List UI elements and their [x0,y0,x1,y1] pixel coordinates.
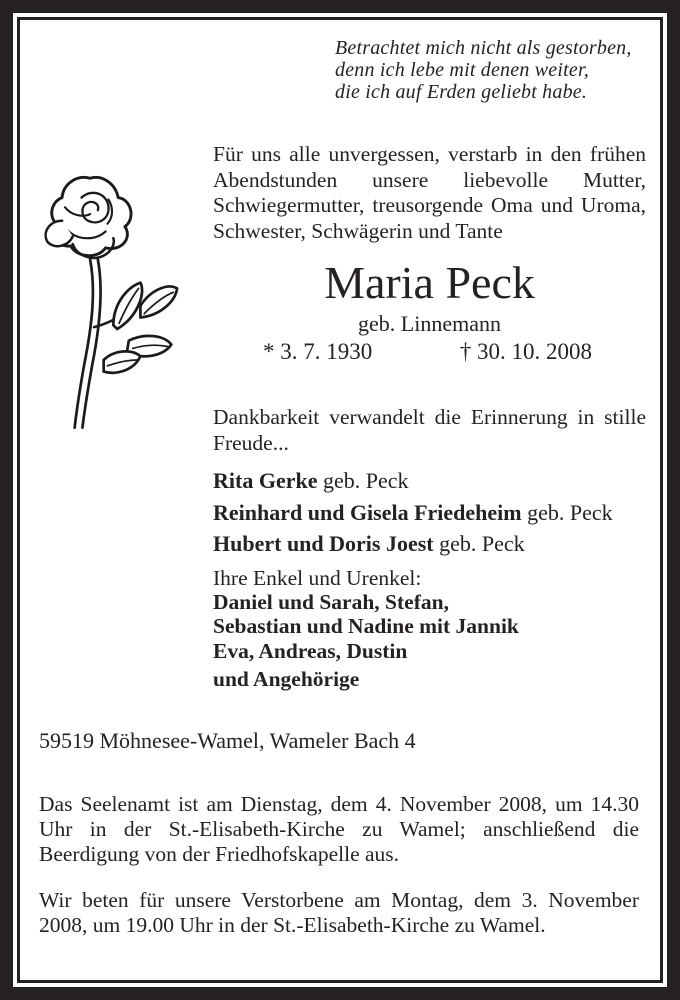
epigraph-line: denn ich lebe mit denen weiter, [335,59,589,81]
gratitude-text: Dankbarkeit verwandelt die Erinnerung in stille Freude... [213,405,646,455]
death-date: † 30. 10. 2008 [459,339,592,365]
birth-date: * 3. 7. 1930 [263,339,373,365]
prayer-paragraph: Wir beten für unsere Verstorbene am Montag, dem 3. November 2008, um 19.00 Uhr in der St.-Elisabeth-Kirche zu Wamel. [39,888,639,938]
grandchildren-line: Eva, Andreas, Dustin [213,638,408,663]
mourner-row [213,532,646,556]
maiden-name: geb. Linnemann [358,311,501,337]
deceased-name: Maria Peck [324,257,535,308]
obituary-inner-frame [17,17,663,983]
mourner-suffix: geb. Peck [433,531,525,557]
mourner-name: Rita Gerke [213,468,318,494]
grandchildren-line: Daniel und Sarah, Stefan, [213,589,449,614]
life-dates [213,339,646,365]
intro-paragraph: Für uns alle unvergessen, verstarb in den frühen Abendstunden unsere liebevolle Mutter, Schwiegermutter, treusorgende Oma und Uroma, Schwester, Schwägerin und Tante [213,142,646,243]
mourner-name: Reinhard und Gisela Friedeheim [213,499,522,525]
rose-flower-icon [36,166,181,438]
service-paragraph: Das Seelenamt ist am Dienstag, dem 4. November 2008, um 14.30 Uhr in der St.-Elisabeth-Kirche zu Wamel; anschließend die Beerdigung von der Friedhofskapelle aus. [39,792,639,867]
address-line: 59519 Möhnesee-Wamel, Wameler Bach 4 [39,728,416,754]
epigraph-line: Betrachtet mich nicht als gestorben, [335,37,632,59]
main-column [213,142,646,691]
relatives-line: und Angehörige [213,667,360,692]
epigraph-line: die ich auf Erden geliebt habe. [335,81,588,103]
mourner-row [213,501,646,525]
mourner-suffix: geb. Peck [317,468,409,494]
mourner-name: Hubert und Doris Joest [213,531,434,557]
grandchildren-line: Sebastian und Nadine mit Jannik [213,614,519,639]
mourner-row [213,469,646,493]
grandchildren-label: Ihre Enkel und Urenkel: [213,565,422,590]
epigraph [335,37,641,103]
mourner-suffix: geb. Peck [521,499,613,525]
